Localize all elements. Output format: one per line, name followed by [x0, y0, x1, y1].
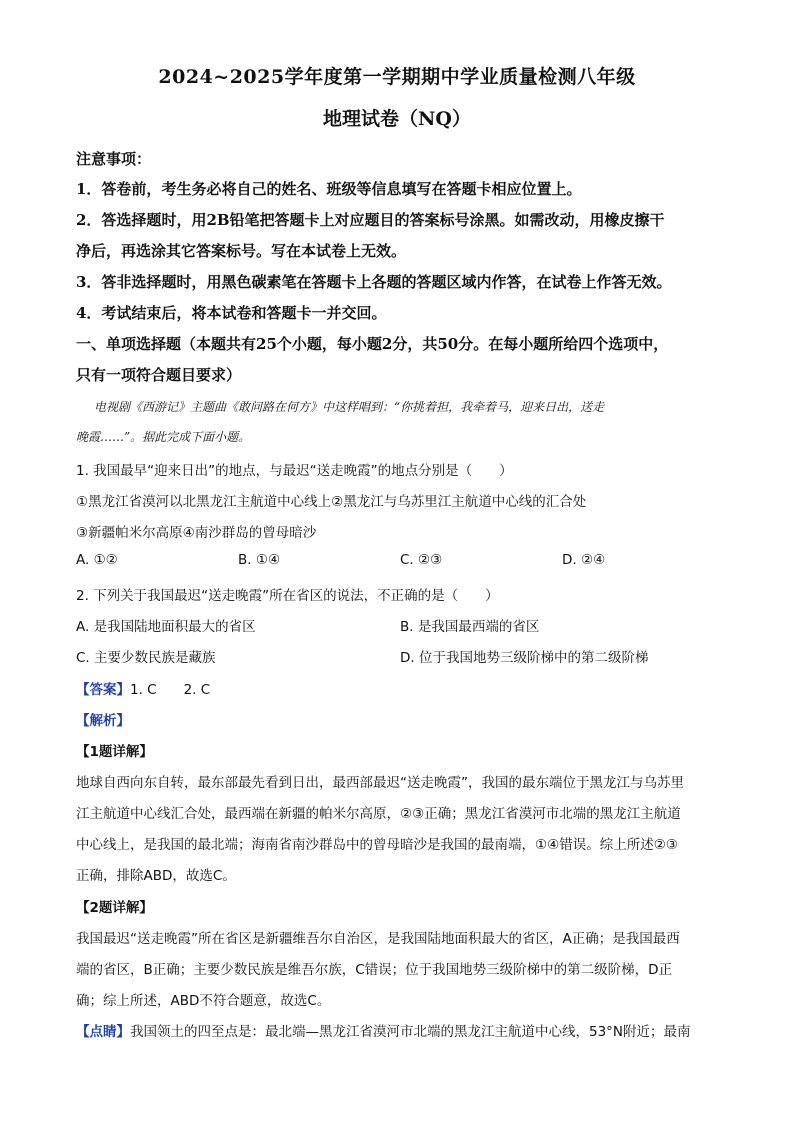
- detail-2-label: 【2题详解】: [76, 900, 153, 916]
- detail-1-line-2: 江主航道中心线汇合处，最西端在新疆的帕米尔高原，②③正确；黑龙江省漠河市北端的黑龙江主航道: [76, 806, 681, 822]
- tip-text: 我国领土的四至点是：最北端—黑龙江省漠河市北端的黑龙江主航道中心线，53°N附近；最南: [130, 1024, 691, 1040]
- note-item-3: 3．答非选择题时，用黑色碳素笔在答题卡上各题的答题区域内作答，在试卷上作答无效。: [76, 273, 672, 291]
- passage-line-2: 晚霞……”。据此完成下面小题。: [76, 430, 251, 444]
- note-item-1: 1．答卷前，考生务必将自己的姓名、班级等信息填写在答题卡相应位置上。: [76, 180, 582, 198]
- note-item-2-line-1: 2．答选择题时，用2B铅笔把答题卡上对应题目的答案标号涂黑。如需改动，用橡皮擦干: [76, 211, 665, 229]
- note-item-2-line-2: 净后，再选涂其它答案标号。写在本试卷上无效。: [76, 242, 407, 260]
- answer-line: [76, 678, 210, 698]
- note-item-4: 4．考试结束后，将本试卷和答题卡一并交回。: [76, 304, 387, 322]
- q1-option-d: D. ②④: [562, 552, 606, 568]
- q2-option-d: D. 位于我国地势三级阶梯中的第二级阶梯: [400, 650, 649, 666]
- exam-title: 2024~2025学年度第一学期期中学业质量检测八年级: [158, 66, 636, 88]
- q2-option-c: C. 主要少数民族是藏族: [76, 650, 216, 666]
- exam-subtitle: 地理试卷（NQ）: [323, 108, 471, 130]
- detail-2-line-3: 确；综上所述，ABD不符合题意，故选C。: [76, 993, 331, 1009]
- detail-1-line-3: 中心线上，是我国的最北端；海南省南沙群岛中的曾母暗沙是我国的最南端，①④错误。综上所述②③: [76, 837, 678, 853]
- tip-line: [76, 1020, 691, 1040]
- answer-text: 1. C 2. C: [130, 682, 211, 698]
- q2-option-a: A. 是我国陆地面积最大的省区: [76, 619, 256, 635]
- section-heading-line-2: 只有一项符合题目要求）: [76, 366, 242, 384]
- detail-1-line-1: 地球自西向东自转，最东部最先看到日出，最西部最迟“送走晚霞”，我国的最东端位于黑龙江与乌苏里: [76, 775, 684, 791]
- q1-option-b: B. ①④: [238, 552, 281, 568]
- q1-option-a: A. ①②: [76, 552, 118, 568]
- detail-1-label: 【1题详解】: [76, 744, 153, 760]
- q1-option-c: C. ②③: [400, 552, 443, 568]
- section-heading-line-1: 一、单项选择题（本题共有25个小题，每小题2分，共50分。在每小题所给四个选项中，: [76, 335, 669, 353]
- tip-label: 【点睛】: [76, 1024, 130, 1040]
- detail-2-line-1: 我国最迟“送走晚霞”所在省区是新疆维吾尔自治区，是我国陆地面积最大的省区，A正确；是我国最西: [76, 931, 680, 947]
- q1-choices-line-2: ③新疆帕米尔高原④南沙群岛的曾母暗沙: [76, 525, 317, 541]
- q2-stem: 2. 下列关于我国最迟“送走晚霞”所在省区的说法，不正确的是（ ）: [76, 588, 499, 604]
- passage-line-1: 电视剧《西游记》主题曲《敢问路在何方》中这样唱到：“你挑着担，我牵着马，迎来日出，送走: [94, 400, 605, 414]
- detail-2-line-2: 端的省区，B正确；主要少数民族是维吾尔族，C错误；位于我国地势三级阶梯中的第二级阶梯，D正: [76, 962, 673, 978]
- q1-stem: 1. 我国最早“迎来日出”的地点，与最迟“送走晚霞”的地点分别是（ ）: [76, 463, 513, 479]
- answer-label: 【答案】: [76, 682, 130, 698]
- detail-1-line-4: 正确，排除ABD，故选C。: [76, 868, 236, 884]
- q1-choices-line-1: ①黑龙江省漠河以北黑龙江主航道中心线上②黑龙江与乌苏里江主航道中心线的汇合处: [76, 494, 587, 510]
- analysis-label: 【解析】: [76, 713, 130, 729]
- q2-option-b: B. 是我国最西端的省区: [400, 619, 540, 635]
- notes-heading: 注意事项：: [76, 150, 152, 168]
